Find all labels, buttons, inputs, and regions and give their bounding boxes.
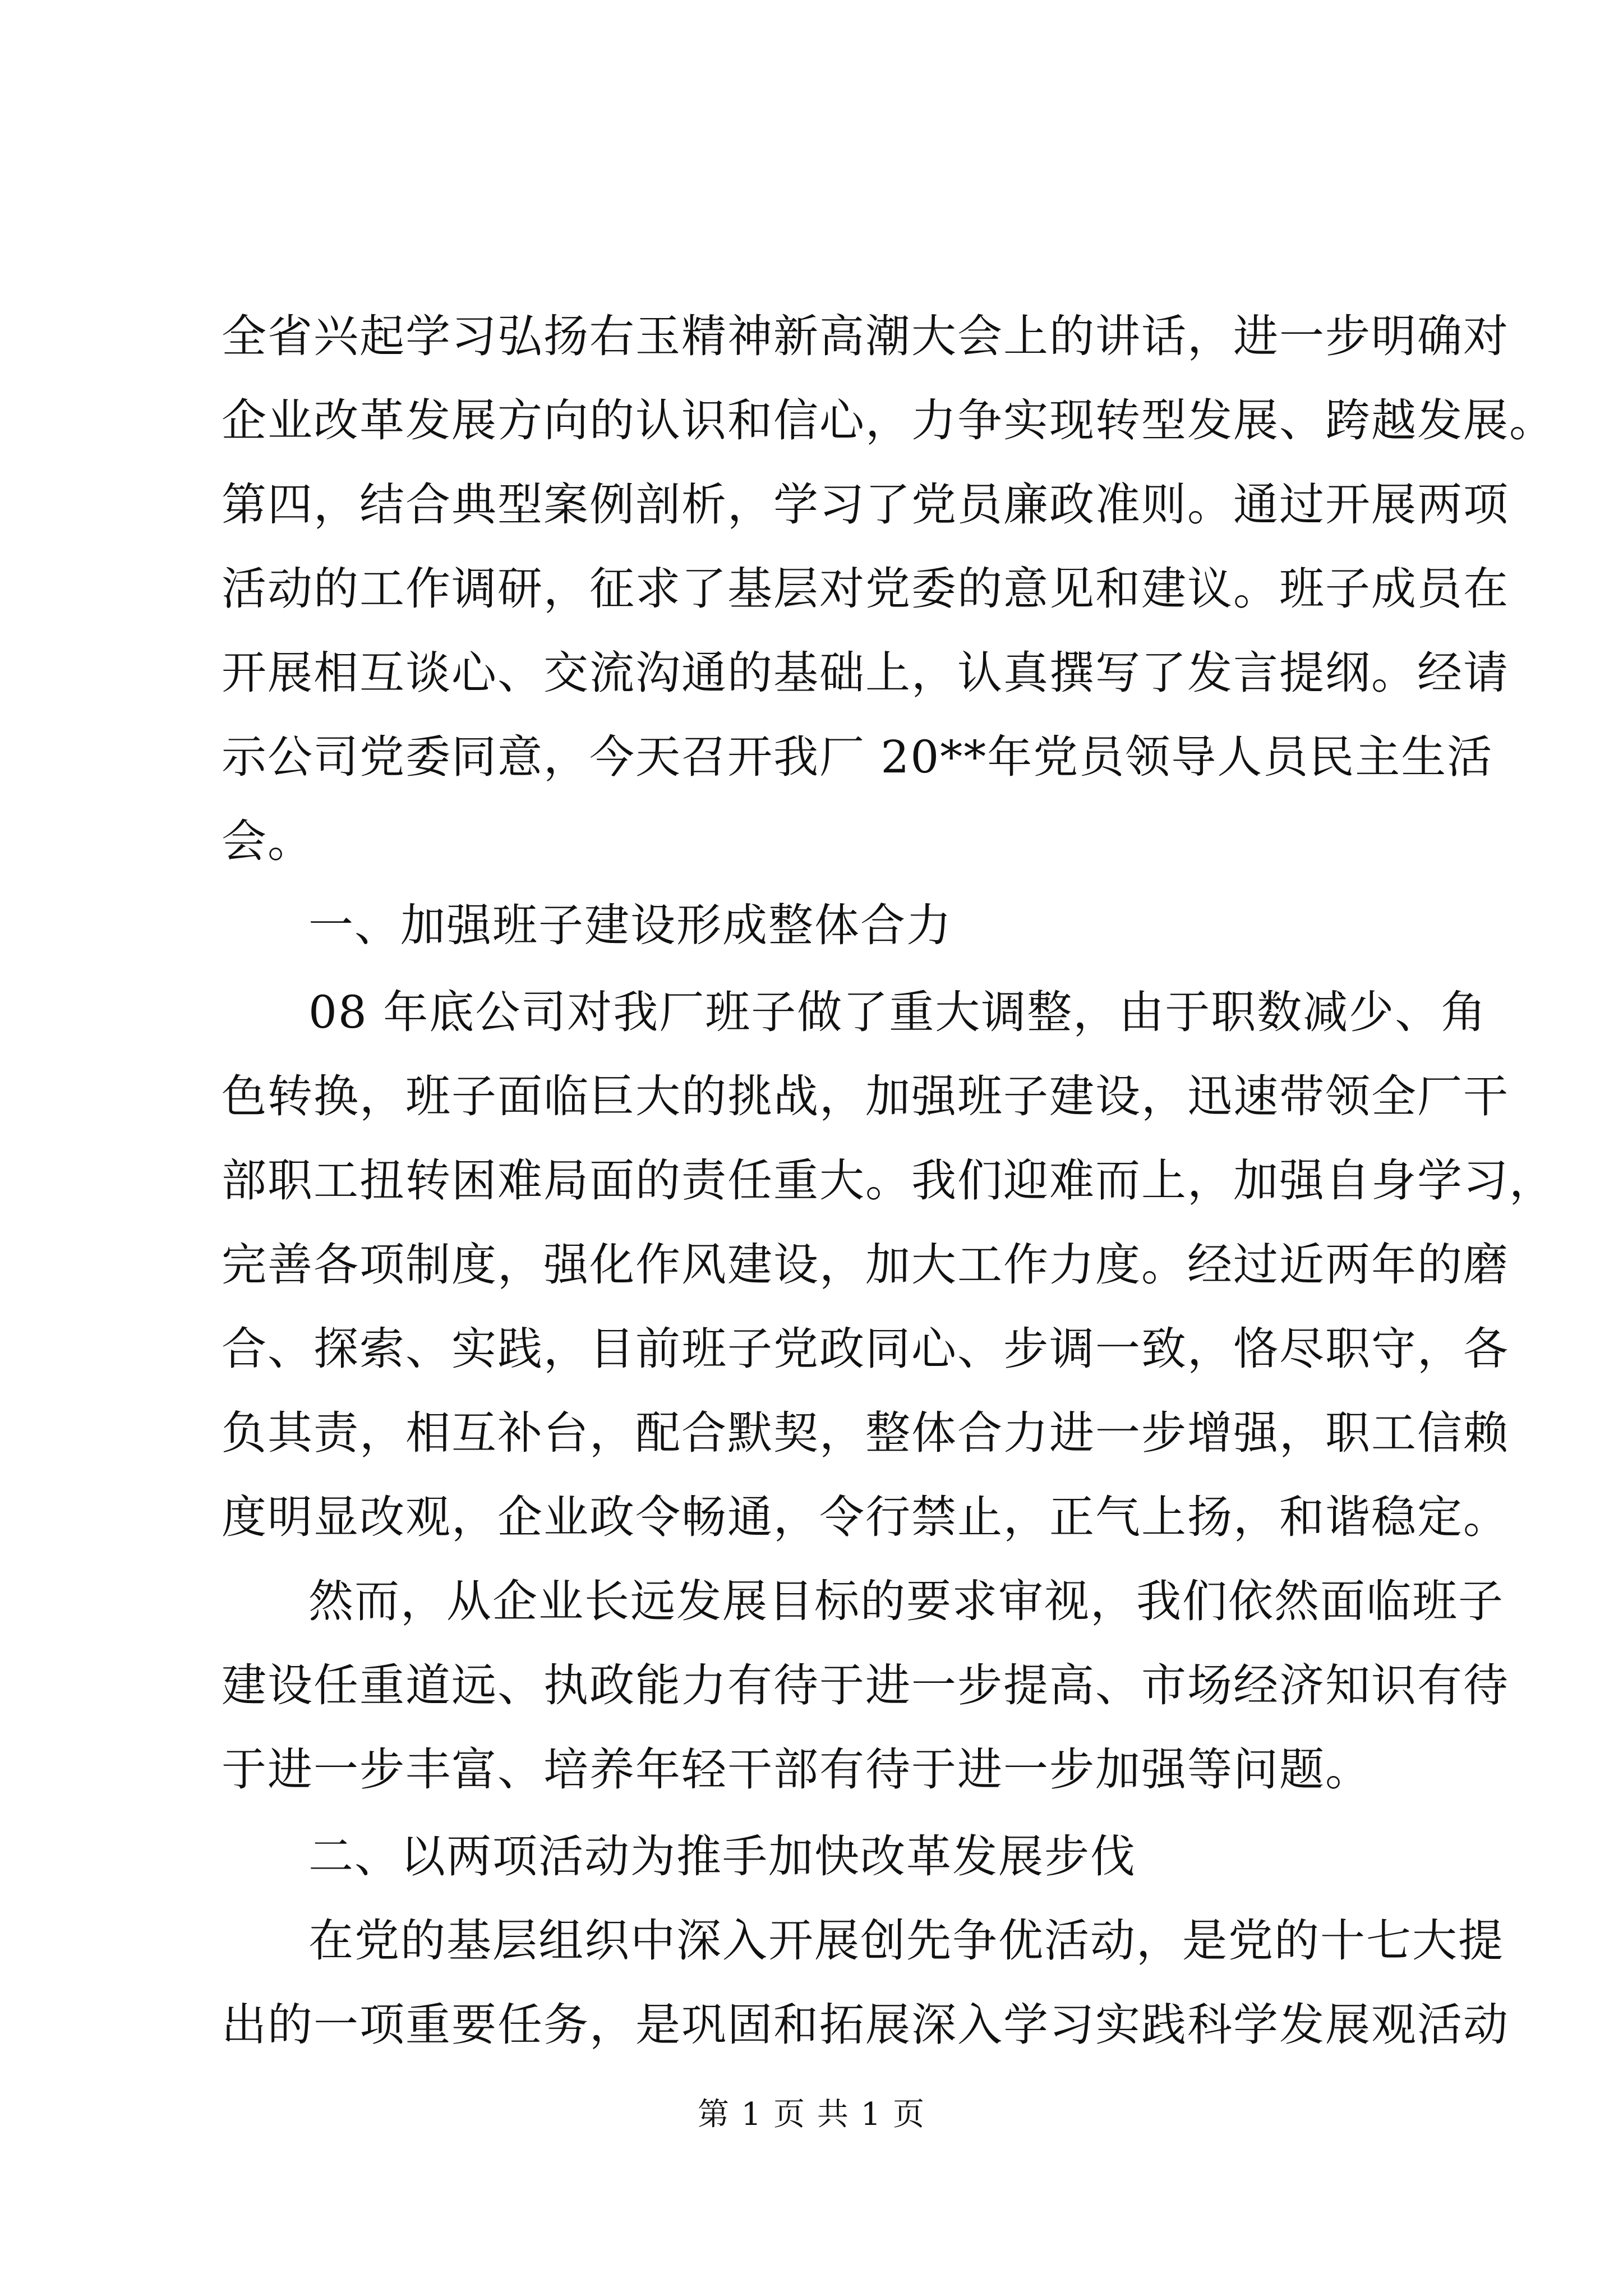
body-text-line: 然而，从企业长远发展目标的要求审视，我们依然面临班子	[308, 1575, 1504, 1627]
body-text-line: 负其责，相互补台，配合默契，整体合力进一步增强，职工信赖	[222, 1407, 1509, 1459]
body-text-line: 度明显改观，企业政令畅通，令行禁止，正气上扬，和谐稳定。	[222, 1491, 1509, 1543]
page-footer: 第 1 页 共 1 页	[697, 2096, 926, 2133]
body-text-line: 全省兴起学习弘扬右玉精神新高潮大会上的讲话，进一步明确对	[222, 310, 1509, 362]
section-heading: 一、加强班子建设形成整体合力	[308, 899, 952, 951]
body-text-line: 08 年底公司对我厂班子做了重大调整，由于职数减少、角	[308, 986, 1487, 1038]
section-heading: 二、以两项活动为推手加快改革发展步伐	[308, 1830, 1136, 1883]
body-text-line: 出的一项重要任务，是巩固和拓展深入学习实践科学发展观活动	[222, 1999, 1509, 2051]
body-text-line: 第四，结合典型案例剖析，学习了党员廉政准则。通过开展两项	[222, 478, 1509, 531]
body-text-line: 会。	[222, 815, 313, 867]
body-text-line: 合、探索、实践，目前班子党政同心、步调一致，恪尽职守，各	[222, 1323, 1509, 1375]
body-text-line: 企业改革发展方向的认识和信心，力争实现转型发展、跨越发展。	[222, 394, 1555, 447]
body-text-line: 活动的工作调研，征求了基层对党委的意见和建议。班子成员在	[222, 563, 1509, 615]
body-text-line: 部职工扭转困难局面的责任重大。我们迎难而上，加强自身学习，	[222, 1154, 1555, 1207]
body-text-line: 建设任重道远、执政能力有待于进一步提高、市场经济知识有待	[222, 1659, 1509, 1711]
body-text-line: 于进一步丰富、培养年轻干部有待于进一步加强等问题。	[222, 1743, 1371, 1796]
body-text-line: 开展相互谈心、交流沟通的基础上，认真撰写了发言提纲。经请	[222, 647, 1509, 699]
body-text-line: 在党的基层组织中深入开展创先争优活动，是党的十七大提	[308, 1915, 1504, 1967]
body-text-line: 示公司党委同意，今天召开我厂 20**年党员领导人员民主生活	[222, 731, 1493, 783]
body-text-line: 色转换，班子面临巨大的挑战，加强班子建设，迅速带领全厂干	[222, 1070, 1509, 1122]
body-text-line: 完善各项制度，强化作风建设，加大工作力度。经过近两年的磨	[222, 1239, 1509, 1291]
